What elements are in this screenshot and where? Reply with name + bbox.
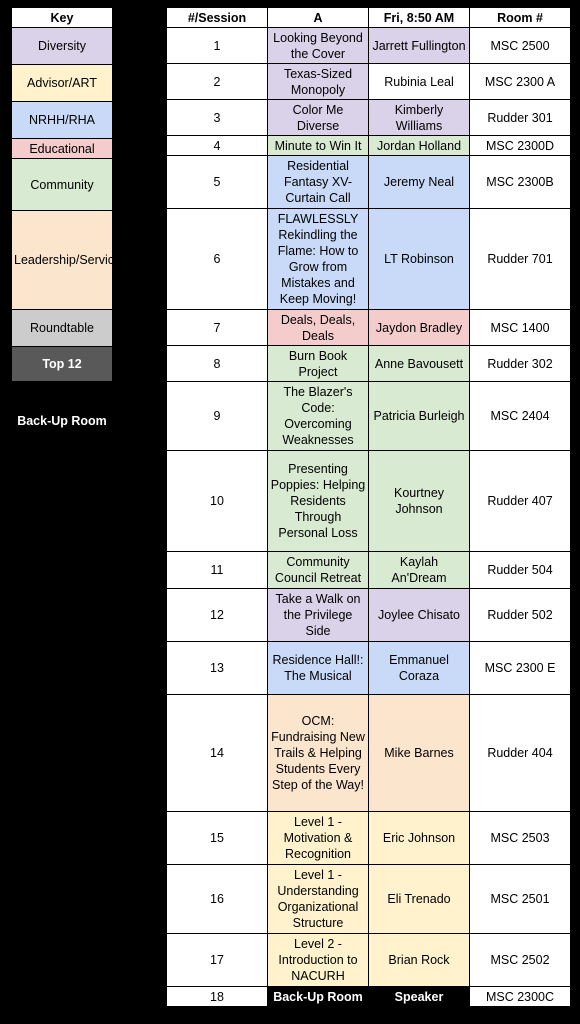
table-row [167,346,571,382]
key-item-educational: Educational [12,139,113,159]
table-row [167,589,571,642]
session-title: Minute to Win It [268,136,369,156]
session-room: MSC 2300C [470,987,571,1007]
session-title: Community Council Retreat [268,552,369,589]
session-title: Burn Book Project [268,346,369,382]
session-speaker: LT Robinson [369,209,470,310]
key-item-community: Community [12,159,113,211]
session-speaker: Joylee Chisato [369,589,470,642]
session-number: 17 [167,934,268,987]
session-speaker: Kourtney Johnson [369,451,470,552]
session-number: 16 [167,865,268,934]
session-room: MSC 2300 E [470,642,571,695]
session-number: 15 [167,812,268,865]
session-number: 18 [167,987,268,1007]
session-speaker: Rubinia Leal [369,64,470,100]
key-item-nrhh-rha: NRHH/RHA [12,102,113,139]
session-speaker: Anne Bavousett [369,346,470,382]
session-title: Level 2 - Introduction to NACURH [268,934,369,987]
table-row [167,209,571,310]
table-row [167,812,571,865]
session-title: Level 1 - Understanding Organizational Structure [268,865,369,934]
session-number: 9 [167,382,268,451]
session-number: 6 [167,209,268,310]
col-header-time: Fri, 8:50 AM [369,8,470,28]
col-header-a: A [268,8,369,28]
key-item-top-12: Top 12 [12,347,113,382]
key-header: Key [12,8,113,28]
session-speaker: Kimberly Williams [369,100,470,136]
session-speaker: Emmanuel Coraza [369,642,470,695]
session-speaker: Jordan Holland [369,136,470,156]
session-room: Rudder 502 [470,589,571,642]
session-room: MSC 2502 [470,934,571,987]
session-title: Deals, Deals, Deals [268,310,369,346]
session-number: 2 [167,64,268,100]
table-row [167,100,571,136]
session-number: 10 [167,451,268,552]
session-title: Residence Hall!: The Musical [268,642,369,695]
col-header-session: #/Session [167,8,268,28]
session-room: MSC 2300B [470,156,571,209]
table-row [167,552,571,589]
backup-room-label: Back-Up Room [17,414,107,428]
table-row [167,865,571,934]
session-room: MSC 1400 [470,310,571,346]
session-speaker: Jeremy Neal [369,156,470,209]
table-row [167,28,571,64]
session-room: Rudder 701 [470,209,571,310]
session-number: 4 [167,136,268,156]
session-title: Presenting Poppies: Helping Residents Through Personal Loss [268,451,369,552]
table-header-row [167,8,571,28]
session-room: MSC 2404 [470,382,571,451]
session-schedule-table [166,7,571,1007]
session-speaker: Mike Barnes [369,695,470,812]
session-speaker: Eli Trenado [369,865,470,934]
session-number: 7 [167,310,268,346]
session-number: 8 [167,346,268,382]
session-room: Rudder 404 [470,695,571,812]
table-row [167,934,571,987]
session-number: 11 [167,552,268,589]
key-item-roundtable: Roundtable [12,310,113,347]
table-row [167,64,571,100]
session-title: Residential Fantasy XV-Curtain Call [268,156,369,209]
session-title: Back-Up Room [268,987,369,1007]
session-room: Rudder 301 [470,100,571,136]
session-room: Rudder 504 [470,552,571,589]
session-title: Texas-Sized Monopoly [268,64,369,100]
table-row [167,382,571,451]
session-number: 13 [167,642,268,695]
session-title: Take a Walk on the Privilege Side [268,589,369,642]
table-row [167,987,571,1007]
key-item-diversity: Diversity [12,28,113,65]
session-room: MSC 2300 A [470,64,571,100]
table-row [167,156,571,209]
session-speaker: Eric Johnson [369,812,470,865]
session-speaker: Patricia Burleigh [369,382,470,451]
table-row [167,695,571,812]
session-speaker: Jaydon Bradley [369,310,470,346]
key-item-leadership-service: Leadership/Service [12,211,113,310]
session-room: Rudder 407 [470,451,571,552]
session-title: Color Me Diverse [268,100,369,136]
session-speaker: Kaylah An'Dream [369,552,470,589]
table-row [167,642,571,695]
session-title: FLAWLESSLY Rekindling the Flame: How to Grow from Mistakes and Keep Moving! [268,209,369,310]
session-number: 5 [167,156,268,209]
session-title: OCM: Fundraising New Trails & Helping Students Every Step of the Way! [268,695,369,812]
table-row [167,136,571,156]
table-row [167,451,571,552]
category-key-table [11,7,122,382]
session-room: MSC 2500 [470,28,571,64]
session-number: 12 [167,589,268,642]
session-number: 3 [167,100,268,136]
session-speaker: Speaker [369,987,470,1007]
session-room: MSC 2501 [470,865,571,934]
session-number: 14 [167,695,268,812]
session-title: The Blazer's Code: Overcoming Weaknesses [268,382,369,451]
session-title: Level 1 - Motivation & Recognition [268,812,369,865]
session-title: Looking Beyond the Cover [268,28,369,64]
session-speaker: Brian Rock [369,934,470,987]
session-number: 1 [167,28,268,64]
session-room: MSC 2300D [470,136,571,156]
session-room: Rudder 302 [470,346,571,382]
session-speaker: Jarrett Fullington [369,28,470,64]
col-header-room: Room # [470,8,571,28]
session-room: MSC 2503 [470,812,571,865]
table-row [167,310,571,346]
key-item-advisor-art: Advisor/ART [12,65,113,102]
